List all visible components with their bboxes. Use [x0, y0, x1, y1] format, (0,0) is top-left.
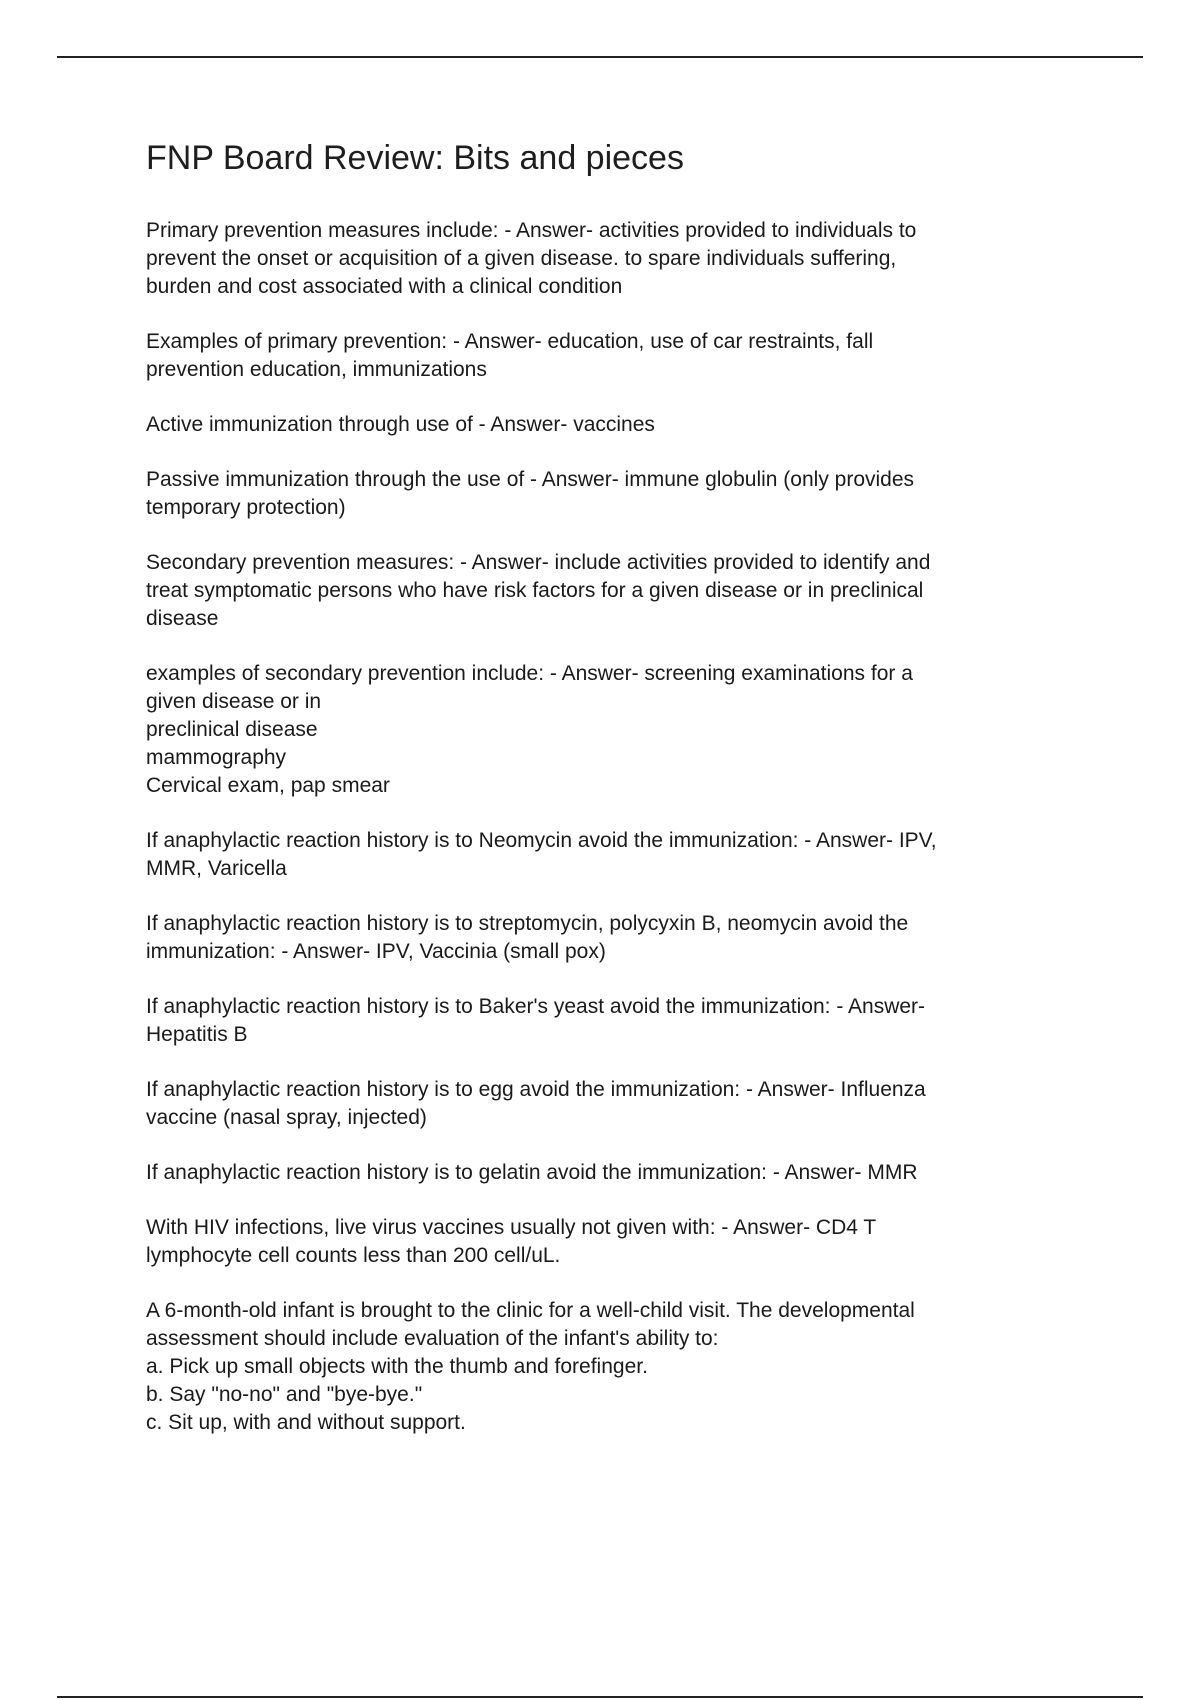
qa-item: Examples of primary prevention: - Answer- education, use of car restraints, fall prevention education, immunizations [146, 329, 874, 381]
qa-item: Primary prevention measures include: - Answer- activities provided to individuals to prevent the onset or acquisition of a given disease. to spare individuals suffering, burden and cost associated with a clinical condition [146, 218, 917, 298]
document-body [146, 138, 1076, 1464]
qa-item: If anaphylactic reaction history is to streptomycin, polycyxin B, neomycin avoid the immunization: - Answer- IPV, Vaccinia (small pox) [146, 911, 909, 963]
qa-item: Active immunization through use of - Answer- vaccines [146, 412, 655, 436]
qa-item: Passive immunization through the use of - Answer- immune globulin (only provides temporary protection) [146, 467, 915, 519]
qa-item: With HIV infections, live virus vaccines usually not given with: - Answer- CD4 T lymphocyte cell counts less than 200 cell/uL. [146, 1215, 877, 1267]
qa-item: If anaphylactic reaction history is to Baker's yeast avoid the immunization: - Answer- Hepatitis B [146, 994, 926, 1046]
top-divider [57, 56, 1143, 58]
qa-item: If anaphylactic reaction history is to Neomycin avoid the immunization: - Answer- IPV, MMR, Varicella [146, 828, 937, 880]
qa-item: Secondary prevention measures: - Answer- include activities provided to identify and treat symptomatic persons who have risk factors for a given disease or in preclinical disease [146, 550, 931, 630]
qa-item: If anaphylactic reaction history is to egg avoid the immunization: - Answer- Influenza vaccine (nasal spray, injected) [146, 1077, 926, 1129]
qa-item: A 6-month-old infant is brought to the clinic for a well-child visit. The developmental assessment should include evaluation of the infant's ability to: a. Pick up small objects with the thumb and forefinger. b. Say "no-no" and "bye-bye." c. Sit up, with and without support. [146, 1298, 915, 1434]
qa-item: examples of secondary prevention include: - Answer- screening examinations for a given disease or in preclinical disease mammography Cervical exam, pap smear [146, 661, 913, 797]
document-title: FNP Board Review: Bits and pieces [146, 139, 684, 177]
qa-item: If anaphylactic reaction history is to gelatin avoid the immunization: - Answer- MMR [146, 1160, 918, 1184]
bottom-divider [57, 1696, 1143, 1698]
